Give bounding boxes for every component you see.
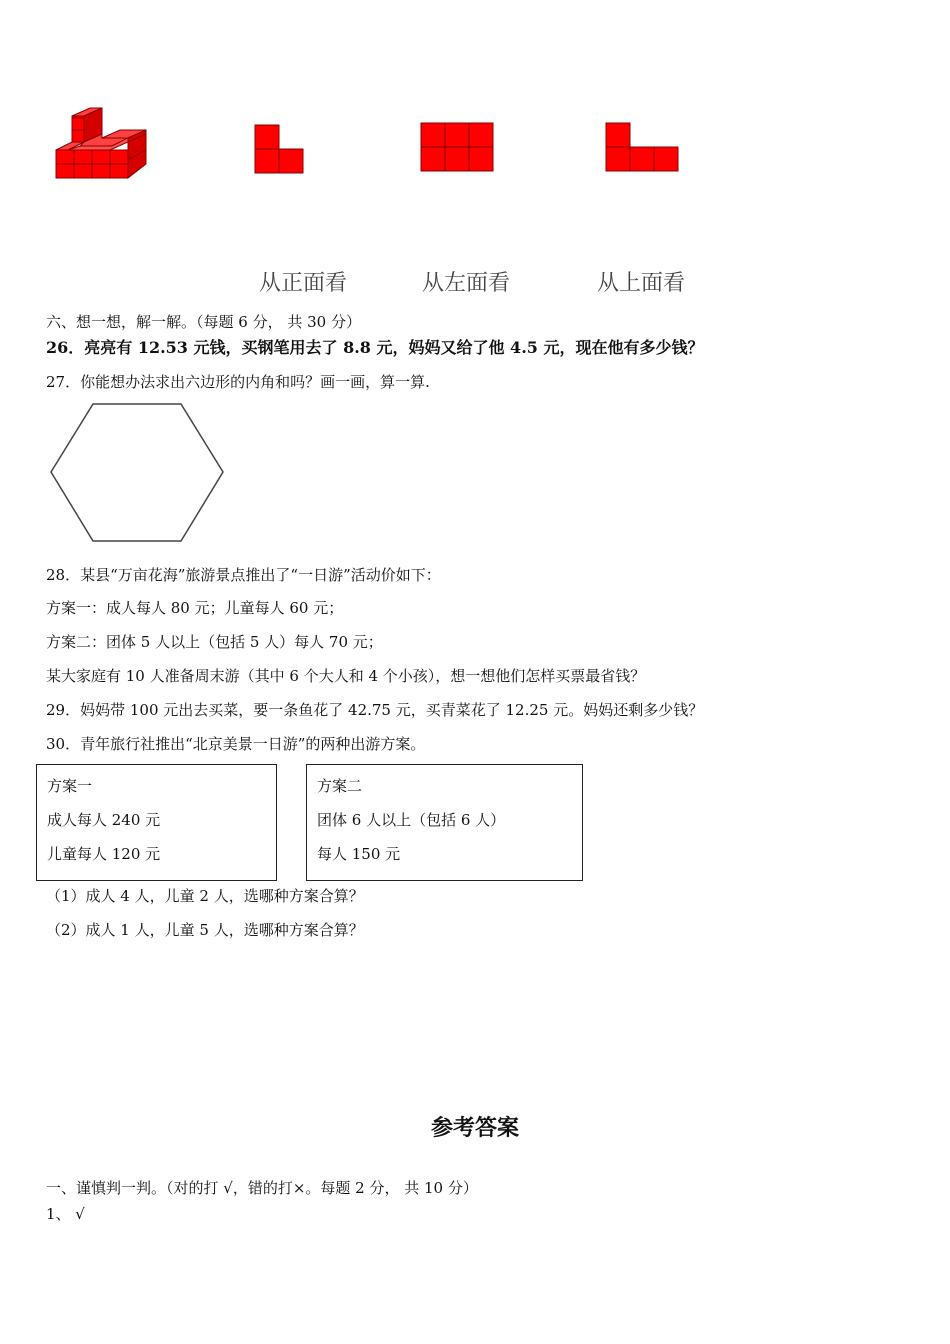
plan-box-1 (36, 764, 277, 881)
plan-box-1-title: 方案一 (47, 777, 93, 795)
question-28-plan2: 方案二：团体 5 人以上（包括 5 人）每人 70 元； (46, 633, 383, 651)
question-30-sub2: （2）成人 1 人，儿童 5 人，选哪种方案合算？ (46, 921, 364, 939)
answers-title: 参考答案 (431, 1115, 520, 1141)
answers-section1-heading: 一、谨慎判一判。（对的打 √，错的打×。每题 2 分， 共 10 分） (46, 1179, 478, 1197)
plan-box-1-adult: 成人每人 240 元 (47, 811, 161, 829)
question-28-plan1: 方案一：成人每人 80 元；儿童每人 60 元； (46, 599, 344, 617)
front-view-figure (254, 124, 306, 176)
top-view-figure (605, 122, 681, 174)
plan-box-2 (306, 764, 583, 881)
question-30-intro: 30．青年旅行社推出“北京美景一日游”的两种出游方案。 (46, 735, 426, 753)
answer-1: 1、 √ (46, 1205, 85, 1223)
question-28-question: 某大家庭有 10 人准备周末游（其中 6 个大人和 4 个小孩），想一想他们怎样买票最省钱？ (46, 667, 646, 685)
question-30-sub1: （1）成人 4 人，儿童 2 人，选哪种方案合算？ (46, 887, 364, 905)
plan-box-2-group: 团体 6 人以上（包括 6 人） (317, 811, 506, 829)
plan-box-1-child: 儿童每人 120 元 (47, 845, 161, 863)
left-view-label: 从左面看 (422, 271, 511, 296)
hexagon-figure (48, 402, 226, 544)
top-view-label: 从上面看 (597, 271, 686, 296)
question-26: 26．亮亮有 12.53 元钱，买钢笔用去了 8.8 元，妈妈又给了他 4.5 元，现在他有多少钱？ (46, 338, 704, 357)
cube-solid-figure (50, 108, 160, 188)
front-view-label: 从正面看 (259, 271, 348, 296)
question-28-intro: 28．某县“万亩花海”旅游景点推出了“一日游”活动价如下： (46, 566, 441, 584)
plan-box-2-price: 每人 150 元 (317, 845, 401, 863)
question-27: 27．你能想办法求出六边形的内角和吗？画一画，算一算. (46, 373, 430, 391)
section6-heading: 六、想一想，解一解。（每题 6 分， 共 30 分） (46, 313, 361, 331)
left-view-figure (420, 122, 496, 174)
plan-box-2-title: 方案二 (317, 777, 363, 795)
question-29: 29．妈妈带 100 元出去买菜，要一条鱼花了 42.75 元，买青菜花了 12.25 元。妈妈还剩多少钱？ (46, 701, 704, 719)
